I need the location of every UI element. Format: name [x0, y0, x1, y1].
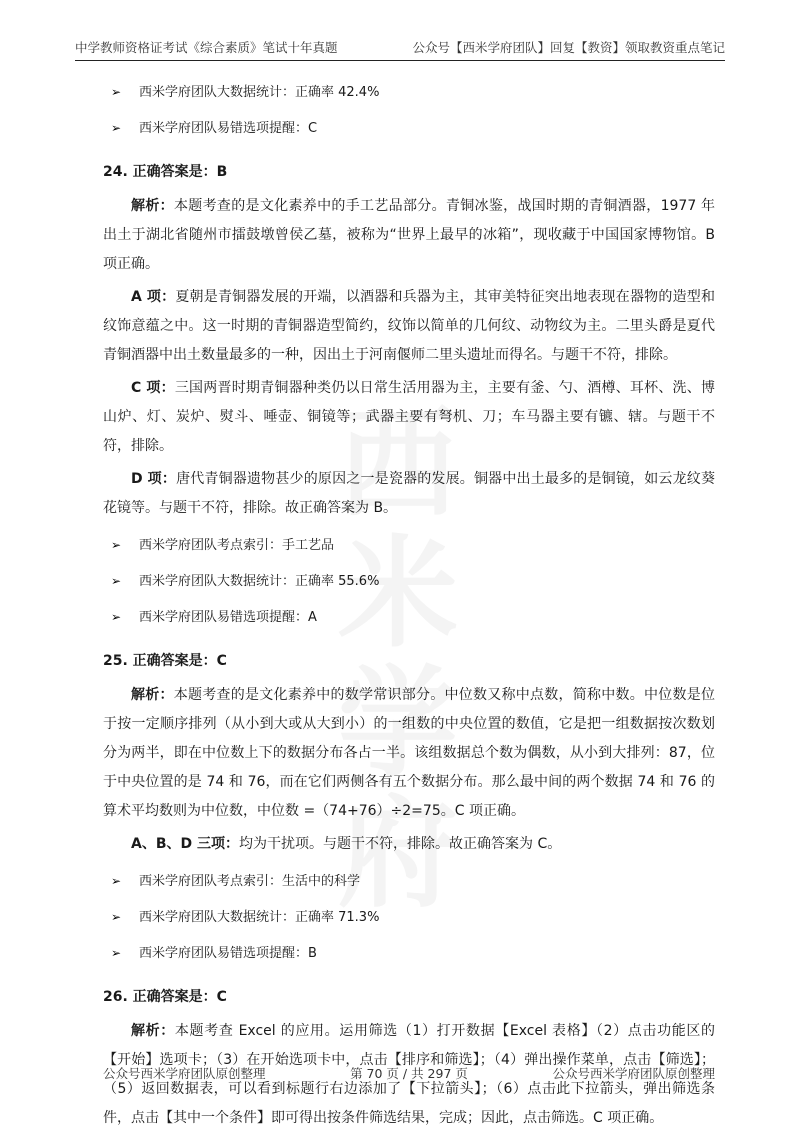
list-item	[103, 110, 715, 146]
page-content	[103, 74, 715, 1137]
list-item	[103, 899, 715, 935]
analysis-label: 解析：	[131, 198, 174, 214]
bullet-text: 西米学府团队易错选项提醒：B	[139, 946, 317, 961]
q24-option-a	[103, 283, 715, 370]
analysis-text: 本题考查的是文化素养中的数学常识部分。中位数又称中点数，简称中数。中位数是位于按一定顺序排列（从小到大或从大到小）的一组数的中央位置的数值，它是把一组数据按次数划分为两半，即在中位数上下的数据分布各占一半。该组数据总个数为偶数，从小到大排列：87，位于中央位置的是 74 和 76，而在它们两侧各有五个数据分布。那么最中间的两个数据 74 和 76 的算术平均数则为中位数，中位数 =（74+76）÷2=75。C 项正确。	[103, 687, 715, 819]
option-label: A、B、D 三项：	[131, 836, 240, 852]
footer-right-text: 公众号西米学府团队原创整理	[552, 1066, 715, 1081]
analysis-text: 本题考查的是文化素养中的手工艺品部分。青铜冰鉴，战国时期的青铜酒器，1977 年出土于湖北省随州市擂鼓墩曾侯乙墓，被称为“世界上最早的冰箱”，现收藏于中国国家博物馆。B 项正确。	[103, 198, 716, 272]
option-label: D 项：	[131, 471, 177, 487]
analysis-label: 解析：	[131, 1023, 175, 1039]
arrow-bullet-icon: ➢	[111, 910, 122, 924]
bullet-text: 西米学府团队易错选项提醒：C	[139, 121, 318, 136]
arrow-bullet-icon: ➢	[111, 121, 122, 135]
option-label: C 项：	[131, 380, 175, 396]
footer-left-text: 公众号西米学府团队原创整理	[103, 1066, 266, 1081]
list-item	[103, 599, 715, 635]
option-text: 夏朝是青铜器发展的开端，以酒器和兵器为主，其审美特征突出地表现在器物的造型和纹饰意蕴之中。这一时期的青铜器造型简约，纹饰以简单的几何纹、动物纹为主。二里头爵是夏代青铜酒器中出土数量最多的一种，因出土于河南偃师二里头遗址而得名。与题干不符，排除。	[103, 289, 716, 363]
list-item	[103, 563, 715, 599]
bullet-text: 西米学府团队大数据统计：正确率 42.4%	[139, 85, 380, 100]
list-item	[103, 935, 715, 971]
arrow-bullet-icon: ➢	[111, 946, 122, 960]
analysis-label: 解析：	[131, 687, 174, 703]
q24-option-d	[103, 465, 715, 523]
arrow-bullet-icon: ➢	[111, 610, 122, 624]
list-item	[103, 863, 715, 899]
analysis-text: 本题考查 Excel 的应用。运用筛选（1）打开数据【Excel 表格】（2）点击功能区的【开始】选项卡；（3）在开始选项卡中，点击【排序和筛选】；（4）弹出操作菜单，点击【筛选】；（5）返回数据表，可以看到标题行右边添加了【下拉箭头】；（6）点击此下拉箭头，弹出筛选条件，点击【其中一个条件】即可得出按条件筛选结果，完成；因此，点击筛选。C 项正确。	[103, 1023, 715, 1126]
q25-analysis	[103, 681, 715, 826]
bullet-text: 西米学府团队大数据统计：正确率 71.3%	[139, 910, 380, 925]
option-label: A 项：	[131, 289, 176, 305]
page-number: 第 70 页 / 共 297 页	[350, 1066, 468, 1081]
header-right-text: 公众号【西米学府团队】回复【教资】领取教资重点笔记	[412, 40, 725, 55]
option-text: 三国两晋时期青铜器种类仍以日常生活用器为主，主要有釜、勺、酒樽、耳杯、洗、博山炉、灯、炭炉、熨斗、唾壶、铜镜等；武器主要有弩机、刀；车马器主要有镳、辖。与题干不符，排除。	[103, 380, 715, 454]
bullet-text: 西米学府团队考点索引：生活中的科学	[139, 874, 361, 889]
q25-answer-heading: 25. 正确答案是：C	[103, 653, 227, 669]
q24-answer-heading: 24. 正确答案是：B	[103, 164, 228, 180]
arrow-bullet-icon: ➢	[111, 574, 122, 588]
page-header	[75, 26, 725, 61]
q24-option-c	[103, 374, 715, 461]
list-item	[103, 74, 715, 110]
option-text: 唐代青铜器遗物甚少的原因之一是瓷器的发展。铜器中出土最多的是铜镜，如云龙纹葵花镜等。与题干不符，排除。故正确答案为 B。	[103, 471, 715, 516]
arrow-bullet-icon: ➢	[111, 85, 122, 99]
bullet-text: 西米学府团队大数据统计：正确率 55.6%	[139, 574, 380, 589]
page-footer	[103, 1064, 715, 1084]
bullet-text: 西米学府团队考点索引：手工艺品	[139, 538, 335, 553]
arrow-bullet-icon: ➢	[111, 538, 122, 552]
bullet-text: 西米学府团队易错选项提醒：A	[139, 610, 317, 625]
list-item	[103, 527, 715, 563]
option-text: 均为干扰项。与题干不符，排除。故正确答案为 C。	[239, 836, 562, 852]
q25-options-abd	[103, 830, 715, 859]
q24-analysis	[103, 192, 715, 279]
q26-answer-heading: 26. 正确答案是：C	[103, 989, 227, 1005]
header-left-text: 中学教师资格证考试《综合素质》笔试十年真题	[75, 40, 338, 55]
arrow-bullet-icon: ➢	[111, 874, 122, 888]
